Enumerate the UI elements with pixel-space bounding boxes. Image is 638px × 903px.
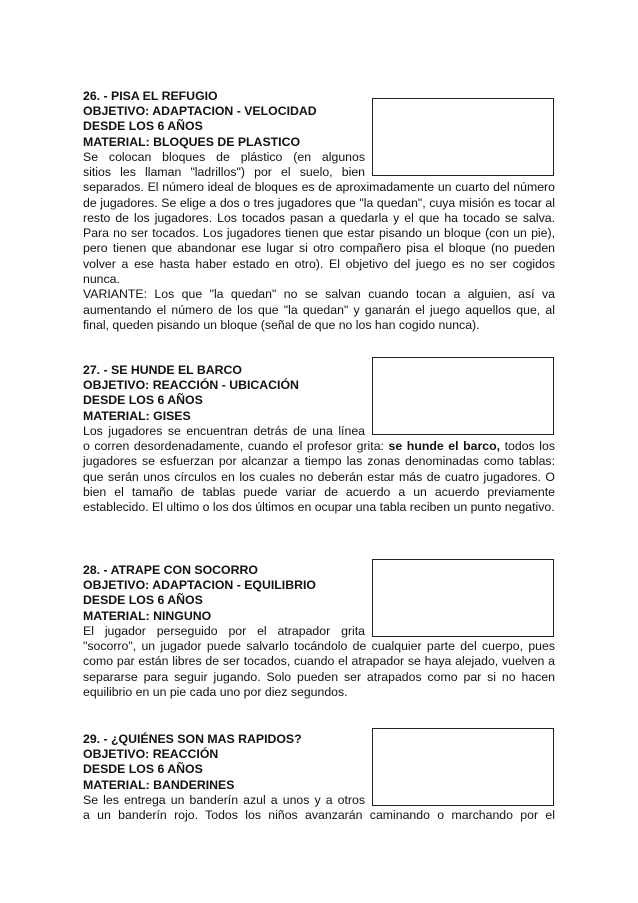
image-placeholder-box <box>372 98 554 176</box>
game-title: 28. - ATRAPE CON SOCORRO <box>83 563 258 577</box>
game-intro-line: Se colocan bloques de plástico (en algunos <box>83 149 365 164</box>
game-29 <box>83 732 555 823</box>
game-age: DESDE LOS 6 AÑOS <box>83 762 203 777</box>
game-age: DESDE LOS 6 AÑOS <box>83 393 203 408</box>
game-material: MATERIAL: NINGUNO <box>83 608 212 623</box>
game-title: 26. - PISA EL REFUGIO <box>83 89 218 103</box>
game-description: "socorro", un jugador puede salvarlo tocándolo de cualquier parte del cuerpo, pues como par están libres de ser tocados, cuando el atrapador se haya alejado, vuelven a separarse para seguir jugando. Solo pueden ser atrapados como par si no hacen equilibrio en un pie cada uno por diez segundos. <box>83 639 555 699</box>
game-objective: OBJETIVO: REACCIÓN - UBICACIÓN <box>83 378 299 393</box>
image-placeholder-box <box>372 559 554 637</box>
game-objective: OBJETIVO: ADAPTACION - EQUILIBRIO <box>83 578 316 593</box>
game-age: DESDE LOS 6 AÑOS <box>83 119 203 134</box>
game-objective: OBJETIVO: REACCIÓN <box>83 747 219 762</box>
game-28 <box>83 563 555 700</box>
game-objective: OBJETIVO: ADAPTACION - VELOCIDAD <box>83 104 317 119</box>
game-material: MATERIAL: BANDERINES <box>83 777 235 792</box>
game-description: separados. El número ideal de bloques es de aproximadamente un cuarto del número de jugadores. Se elige a dos o tres jugadores que "la quedan", cuya misión es tocar al resto de los jugadores. Los tocados pasan a quedarla y el que ha tocado se salva. Para no ser tocados. Los jugadores tienen que estar pisando un bloque (con un pie), pero tienen que abandonar ese lugar si otro compañero pisa el bloque (no pueden volver a ese hasta haber estado en otro). El objetivo del juego es no ser cogidos nunca. <box>83 180 555 286</box>
game-title: 29. - ¿QUIÉNES SON MAS RAPIDOS? <box>83 732 302 746</box>
game-26 <box>83 89 555 333</box>
image-placeholder-box <box>372 357 554 435</box>
game-material: MATERIAL: BLOQUES DE PLASTICO <box>83 134 301 149</box>
game-variant: VARIANTE: Los que "la quedan" no se salvan cuando tocan a alguien, así va aumentando el número de los que "la quedan" y ganarán el juego aquellos que, al final, queden pisando un bloque (señal de que no los han cogido nunca). <box>83 287 555 332</box>
game-description: a un banderín rojo. Todos los niños avanzarán caminando o marchando por el <box>83 808 555 823</box>
game-material: MATERIAL: GISES <box>83 408 191 423</box>
game-intro-line: El jugador perseguido por el atrapador grita <box>83 623 365 638</box>
game-intro-line: sitios les llaman "ladrillos") por el suelo, bien <box>83 165 365 180</box>
game-description-text: o corren desordenadamente, cuando el profesor grita: <box>83 439 389 454</box>
game-age: DESDE LOS 6 AÑOS <box>83 593 203 608</box>
game-intro-line: Se les entrega un banderín azul a unos y a otros <box>83 792 365 807</box>
game-title: 27. - SE HUNDE EL BARCO <box>83 363 242 377</box>
image-placeholder-box <box>372 728 554 806</box>
game-command-text: se hunde el barco, <box>388 439 501 454</box>
game-description-text: todos los jugadores se esfuerzan por alcanzar a tiempo las zonas denominadas como tablas: que serán unos círculos en los cuales no deberán estar más de cuatro jugadores. O bien el tamaño de tablas puede variar de acuerdo a un acuerdo previamente establecido. El ultimo o los dos últimos en ocupar una tabla reciben un punto negativo. <box>83 439 556 515</box>
game-description <box>83 439 555 515</box>
game-27 <box>83 363 555 516</box>
game-intro-line: Los jugadores se encuentran detrás de una línea <box>83 423 365 438</box>
